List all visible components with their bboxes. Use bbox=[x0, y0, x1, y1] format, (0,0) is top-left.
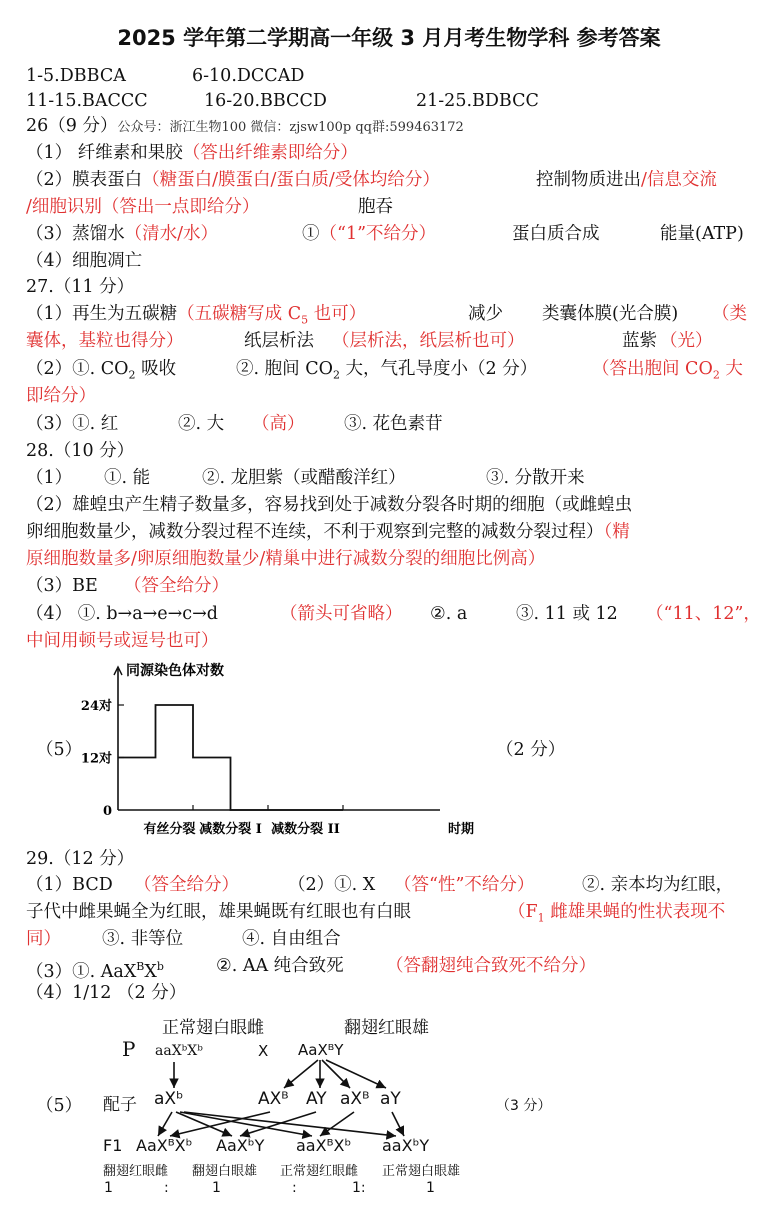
q26-2-note: （糖蛋白/膜蛋白/蛋白质/受体均给分） bbox=[142, 170, 440, 190]
x-axis-label: 时期 bbox=[448, 822, 475, 837]
q27-2-answer-b-end: 大，气孔导度小（2 分） bbox=[339, 359, 538, 379]
y-tick-label: 12对 bbox=[80, 751, 112, 767]
q27-2-answer-end: 吸收 bbox=[135, 359, 177, 379]
q26-2-answer-c: 胞吞 bbox=[358, 197, 393, 217]
q27-line-4: 即给分） bbox=[26, 386, 96, 406]
q27-2-answer-sub: 2 bbox=[128, 368, 136, 382]
q28-1-answer-c: ③. 分散开来 bbox=[486, 468, 585, 488]
q29-2-answer-a: （2）①. X bbox=[288, 875, 376, 895]
q26-2-note-c: /细胞识别（答出一点即给分） bbox=[26, 197, 260, 217]
q28-5-score: （2 分） bbox=[496, 740, 566, 760]
q28-3-answer: （3）BE bbox=[26, 576, 98, 596]
q28-line-4: 原细胞数量多/卵原细胞数量少/精巢中进行减数分裂的细胞比例高） bbox=[26, 549, 546, 569]
mc-1-5: 1-5.DBBCA bbox=[26, 66, 126, 86]
ratio-4: 1 bbox=[426, 1180, 435, 1196]
q28-2-note: （精 bbox=[603, 522, 630, 542]
q29-3-sup-small-b: b bbox=[156, 960, 164, 973]
gamete-label: 配子 bbox=[103, 1095, 137, 1115]
q28-4-answer-c: ③. 11 或 12 bbox=[516, 604, 618, 624]
q26-2-note-b: /信息交流 bbox=[641, 170, 717, 190]
q26-3-answer-b: ① bbox=[302, 224, 320, 244]
q27-2-note: （答出胞间 CO bbox=[592, 359, 713, 379]
f1-label: F1 bbox=[103, 1136, 123, 1155]
gamete-male-2: AY bbox=[306, 1089, 327, 1109]
q29-3-note: （答翻翅纯合致死不给分） bbox=[386, 956, 596, 976]
q26-head: 26（9 分） bbox=[26, 116, 118, 136]
offspring-4: aaXᵇY bbox=[382, 1136, 430, 1155]
q29-1-note: （答全给分） bbox=[134, 875, 239, 895]
offspring-1: AaXᴮXᵇ bbox=[136, 1136, 193, 1155]
phenotype-4: 正常翅白眼雄 bbox=[382, 1164, 461, 1179]
q27-2-answer: （2）①. CO bbox=[26, 359, 129, 379]
q28-5-label: （5） bbox=[36, 740, 83, 760]
x-category-label: 减数分裂 I bbox=[199, 822, 262, 837]
q29-2-answer-b2: 子代中雌果蝇全为红眼，雄果蝇既有红眼也有白眼 bbox=[26, 902, 411, 922]
q26-line-5: （4）细胞凋亡 bbox=[26, 251, 143, 271]
q26-1-note: （答出纤维素即给分） bbox=[182, 143, 358, 163]
q26-3-answer-c: 蛋白质合成 bbox=[512, 224, 600, 244]
arrow-male-g1 bbox=[284, 1060, 318, 1088]
male-phenotype: 翻翅红眼雄 bbox=[344, 1018, 429, 1038]
q28-line-7: 中间用顿号或逗号也可） bbox=[26, 631, 219, 651]
q29-3-answer-b: ②. AA 纯合致死 bbox=[216, 956, 344, 976]
q27-2-note-sub: 2 bbox=[712, 368, 720, 382]
q29-2-note-b: （F bbox=[508, 902, 538, 922]
q29-5-score: （3 分） bbox=[496, 1098, 552, 1114]
female-phenotype: 正常翅白眼雌 bbox=[162, 1018, 264, 1038]
q29-2-answer-b: ②. 亲本均为红眼， bbox=[582, 875, 734, 895]
q27-1-note-end: 也可） bbox=[308, 304, 367, 324]
q29-1-answer: （1）BCD bbox=[26, 875, 113, 895]
ratio-sep-1: : bbox=[164, 1180, 169, 1196]
q26-3-answer-d: 能量(ATP) bbox=[660, 224, 744, 244]
x-category-label: 减数分裂 II bbox=[271, 822, 340, 837]
q27-2-note-end: 大 bbox=[719, 359, 743, 379]
q28-2-answer-end: 卵细胞数量少，减数分裂过程不连续，不利于观察到完整的减数分裂过程） bbox=[26, 522, 604, 542]
q28-4-note-a: （箭头可省略） bbox=[280, 604, 403, 624]
q27-1-note: （五碳糖写成 C bbox=[177, 304, 302, 324]
q27-1-note-d: （层析法，纸层析也可） bbox=[332, 331, 525, 351]
q27-1-answer-d: 纸层析法 bbox=[244, 331, 314, 351]
q29-2-note-b-end: 雌雄果蝇的性状表现不 bbox=[544, 902, 726, 922]
q27-2-answer-b: ②. 胞间 CO bbox=[236, 359, 333, 379]
q29-3-sup-b: B bbox=[136, 960, 145, 973]
q27-3-answer-a: （3）①. 红 bbox=[26, 414, 119, 434]
phenotype-3: 正常翅红眼雌 bbox=[280, 1164, 359, 1179]
q26-2-answer-b: 控制物质进出 bbox=[536, 170, 641, 190]
q26-3-note-b: （“1”不给分） bbox=[319, 224, 437, 244]
ratio-3: 1: bbox=[352, 1180, 366, 1196]
q28-line-2: （2）雄蝗虫产生精子数量多，容易找到处于减数分裂各时期的细胞（或雌蝗虫 bbox=[26, 495, 633, 515]
q27-3-note: （高） bbox=[252, 414, 305, 434]
gamete-male-4: aY bbox=[380, 1089, 401, 1109]
ratio-1: 1 bbox=[104, 1180, 113, 1196]
q27-1-note-e: （光） bbox=[660, 331, 713, 351]
q28-4-note-b: （“11、12”， bbox=[646, 604, 761, 624]
y-axis-label: 同源染色体对数 bbox=[126, 663, 224, 679]
arrow-m2-o2 bbox=[240, 1112, 316, 1136]
q28-3-note: （答全给分） bbox=[124, 576, 229, 596]
male-genotype: AaXᴮY bbox=[298, 1041, 344, 1059]
mc-16-20: 16-20.BBCCD bbox=[204, 91, 327, 111]
ratio-2: 1 bbox=[212, 1180, 221, 1196]
q27-1-answer: （1）再生为五碳糖 bbox=[26, 304, 178, 324]
q27-2-answer-b-sub: 2 bbox=[332, 368, 340, 382]
q27-1-answer-e: 蓝紫 bbox=[622, 331, 657, 351]
q27-1-note-sub: 5 bbox=[301, 313, 309, 327]
mc-21-25: 21-25.BDBCC bbox=[416, 91, 539, 111]
y-tick-label: 0 bbox=[102, 804, 112, 819]
q26-1-answer: （1） 纤维素和果胶 bbox=[26, 143, 183, 163]
q27-head: 27.（11 分） bbox=[26, 277, 135, 297]
q27-1-note-c2: 囊体，基粒也得分） bbox=[26, 331, 184, 351]
gamete-female: aXᵇ bbox=[154, 1089, 184, 1109]
q29-3-x: X bbox=[144, 961, 157, 982]
mc-6-10: 6-10.DCCAD bbox=[192, 66, 305, 86]
arrow-m3-o3 bbox=[320, 1112, 354, 1136]
q27-1-note-c: （类 bbox=[712, 304, 747, 324]
q29-2-note-c: 同） bbox=[26, 929, 61, 949]
q26-3-answer: （3）蒸馏水 bbox=[26, 224, 125, 244]
q26-2-answer: （2）膜表蛋白 bbox=[26, 170, 143, 190]
p-label: P bbox=[122, 1037, 136, 1061]
q29-line-5: （4）1/12 （2 分） bbox=[26, 983, 187, 1003]
q29-2-note-a: （答“性”不给分） bbox=[394, 875, 535, 895]
q29-2-note-b-sub: 1 bbox=[537, 911, 545, 925]
offspring-2: AaXᵇY bbox=[216, 1136, 265, 1155]
gamete-male-3: aXᴮ bbox=[340, 1089, 370, 1109]
q28-4-answer-b: ②. a bbox=[430, 604, 468, 624]
q29-3-answer-a: （3）①. AaX bbox=[26, 961, 137, 982]
q28-1-label: （1） bbox=[26, 468, 73, 488]
q28-1-answer-a: ①. 能 bbox=[104, 468, 151, 488]
q27-1-answer-c: 类囊体膜(光合膜) bbox=[542, 304, 679, 324]
q28-1-answer-b: ②. 龙胆紫（或醋酸洋红） bbox=[202, 468, 406, 488]
mc-11-15: 11-15.BACCC bbox=[26, 91, 148, 111]
offspring-3: aaXᴮXᵇ bbox=[296, 1136, 352, 1155]
page-title: 2025 学年第二学期高一年级 3 月月考生物学科 参考答案 bbox=[117, 26, 661, 50]
q29-5-label: （5） bbox=[36, 1096, 83, 1116]
q28-head: 28.（10 分） bbox=[26, 441, 135, 461]
q29-2-answer-c: ③. 非等位 bbox=[102, 929, 184, 949]
q29-head: 29.（12 分） bbox=[26, 849, 135, 869]
gamete-male-1: AXᴮ bbox=[258, 1089, 289, 1109]
q27-3-answer-b: ②. 大 bbox=[178, 414, 225, 434]
cross-sign: X bbox=[258, 1042, 269, 1060]
arrow-f-o1 bbox=[158, 1112, 172, 1136]
q26-3-note: （清水/水） bbox=[124, 224, 219, 244]
q27-3-answer-c: ③. 花色素苷 bbox=[344, 414, 443, 434]
phenotype-2: 翻翅白眼雄 bbox=[192, 1164, 258, 1179]
ratio-sep-2: : bbox=[292, 1180, 297, 1196]
q26-note: 公众号：浙江生物100 微信：zjsw100p qq群:599463172 bbox=[117, 120, 464, 135]
q28-4-answer-a: （4） ①. b→a→e→c→d bbox=[26, 604, 218, 624]
x-category-label: 有丝分裂 bbox=[143, 822, 196, 837]
arrow-m4-o4 bbox=[392, 1112, 404, 1136]
phenotype-1: 翻翅红眼雌 bbox=[103, 1164, 169, 1179]
q27-1-answer-b: 减少 bbox=[468, 304, 503, 324]
female-genotype: aaXᵇXᵇ bbox=[155, 1043, 203, 1059]
y-tick-label: 24对 bbox=[80, 699, 112, 714]
q29-2-answer-d: ④. 自由组合 bbox=[242, 929, 341, 949]
